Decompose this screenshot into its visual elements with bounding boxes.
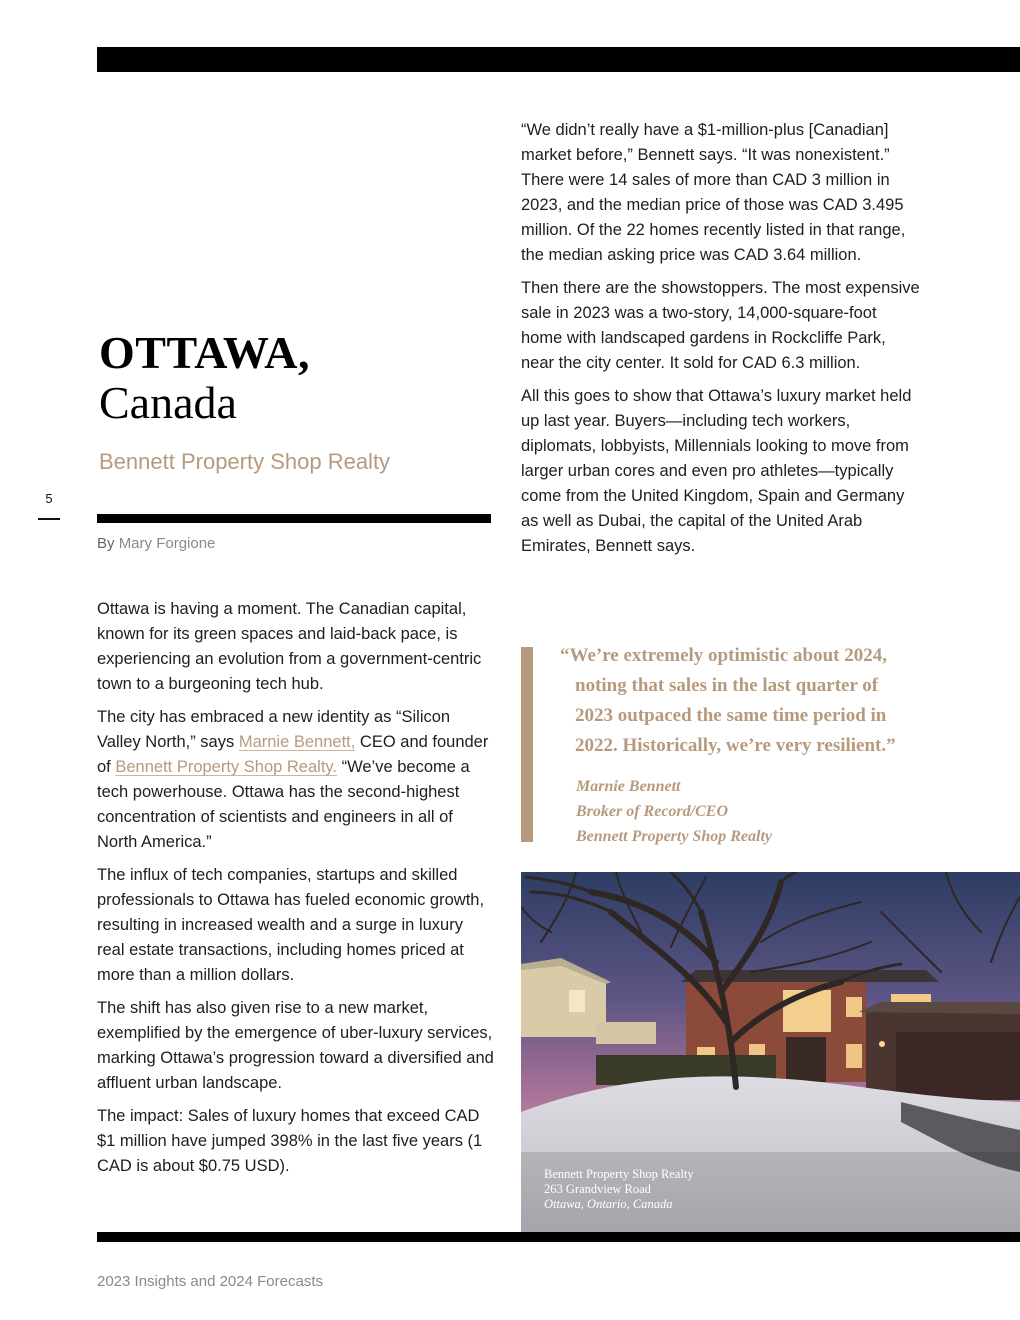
paragraph-identity-text-c: “We’ve become a tech powerhouse. Ottawa has the second-highest concentration of scientists and engineers in all of North America.” bbox=[97, 758, 470, 851]
headline-city: OTTAWA, bbox=[99, 327, 310, 378]
company-subtitle: Bennett Property Shop Realty bbox=[99, 449, 391, 474]
photo-caption bbox=[544, 1167, 694, 1212]
paragraph-impact: The impact: Sales of luxury homes that exceed CAD $1 million have jumped 398% in the last five years (1 CAD is about $0.75 USD). bbox=[97, 1107, 483, 1175]
pull-quote bbox=[560, 641, 920, 761]
byline-prefix: By bbox=[97, 535, 115, 552]
paragraph-showstoppers: Then there are the showstoppers. The most expensive sale in 2023 was a two-story, 14,000-square-foot home with landscaped gardens in Rockcliffe Park, near the city center. It sold for CAD 6.3 million. bbox=[521, 279, 920, 372]
paragraph-identity-text-a: The city has embraced a new identity as “Silicon Valley North,” says bbox=[97, 708, 451, 751]
paragraph-influx: The influx of tech companies, startups and skilled professionals to Ottawa has fueled economic growth, resulting in increased wealth and a surge in luxury real estate transactions, including homes priced at more than a million dollars. bbox=[97, 866, 485, 984]
pull-quote-attribution bbox=[576, 774, 772, 849]
pull-quote-line: noting that sales in the last quarter of bbox=[575, 675, 879, 696]
pull-quote-line: 2023 outpaced the same time period in bbox=[575, 705, 887, 726]
marnie-bennett-link[interactable]: Marnie Bennett, bbox=[238, 733, 356, 751]
photo-caption-company: Bennett Property Shop Realty bbox=[544, 1167, 694, 1181]
attribution-company: Bennett Property Shop Realty bbox=[576, 828, 772, 845]
pull-quote-line: 2022. Historically, we’re very resilient.” bbox=[575, 735, 896, 756]
byline bbox=[97, 535, 215, 552]
photo-caption-location: Ottawa, Ontario, Canada bbox=[544, 1197, 673, 1211]
bennett-property-shop-link[interactable]: Bennett Property Shop Realty. bbox=[115, 758, 338, 776]
paragraph-identity-text-b: CEO and founder of bbox=[97, 733, 489, 776]
section-divider bbox=[97, 514, 491, 523]
pull-quote-line: “We’re extremely optimistic about 2024, bbox=[560, 645, 887, 666]
bottom-rule-bar bbox=[97, 1232, 1020, 1242]
top-rule-bar bbox=[97, 47, 1020, 72]
page-footer: 2023 Insights and 2024 Forecasts bbox=[97, 1273, 323, 1290]
paragraph-identity bbox=[97, 705, 495, 855]
attribution-role: Broker of Record/CEO bbox=[576, 803, 728, 820]
photo-caption-address: 263 Grandview Road bbox=[544, 1182, 651, 1196]
paragraph-intro: Ottawa is having a moment. The Canadian capital, known for its green spaces and laid-back pace, is experiencing an evolution from a government-centric town to a burgeoning tech hub. bbox=[97, 600, 482, 693]
left-article-column bbox=[97, 597, 495, 1187]
attribution-name: Marnie Bennett bbox=[576, 778, 681, 795]
paragraph-market: “We didn’t really have a $1-million-plus [Canadian] market before,” Bennett says. “It was nonexistent.” There were 14 sales of more than CAD 3 million in 2023, and the median price of those was CAD 3.495 million. Of the 22 homes recently listed in that range, the median asking price was CAD 3.64 million. bbox=[521, 121, 906, 264]
right-article-column bbox=[521, 118, 921, 567]
headline-country: Canada bbox=[99, 377, 237, 428]
page-number: 5 bbox=[45, 491, 53, 506]
page-number-rule bbox=[38, 518, 60, 520]
pull-quote-bar bbox=[521, 647, 533, 842]
paragraph-shift: The shift has also given rise to a new market, exemplified by the emergence of uber-luxury services, marking Ottawa’s progression toward a diversified and affluent urban landscape. bbox=[97, 999, 494, 1092]
byline-author: Mary Forgione bbox=[118, 535, 216, 552]
paragraph-buyers: All this goes to show that Ottawa’s luxury market held up last year. Buyers—including tech workers, diplomats, lobbyists, Millennials looking to move from larger urban cores and even pro athletes—typically come from the United Kingdom, Spain and Germany as well as Dubai, the capital of the United Arab Emirates, Bennett says. bbox=[521, 387, 912, 555]
